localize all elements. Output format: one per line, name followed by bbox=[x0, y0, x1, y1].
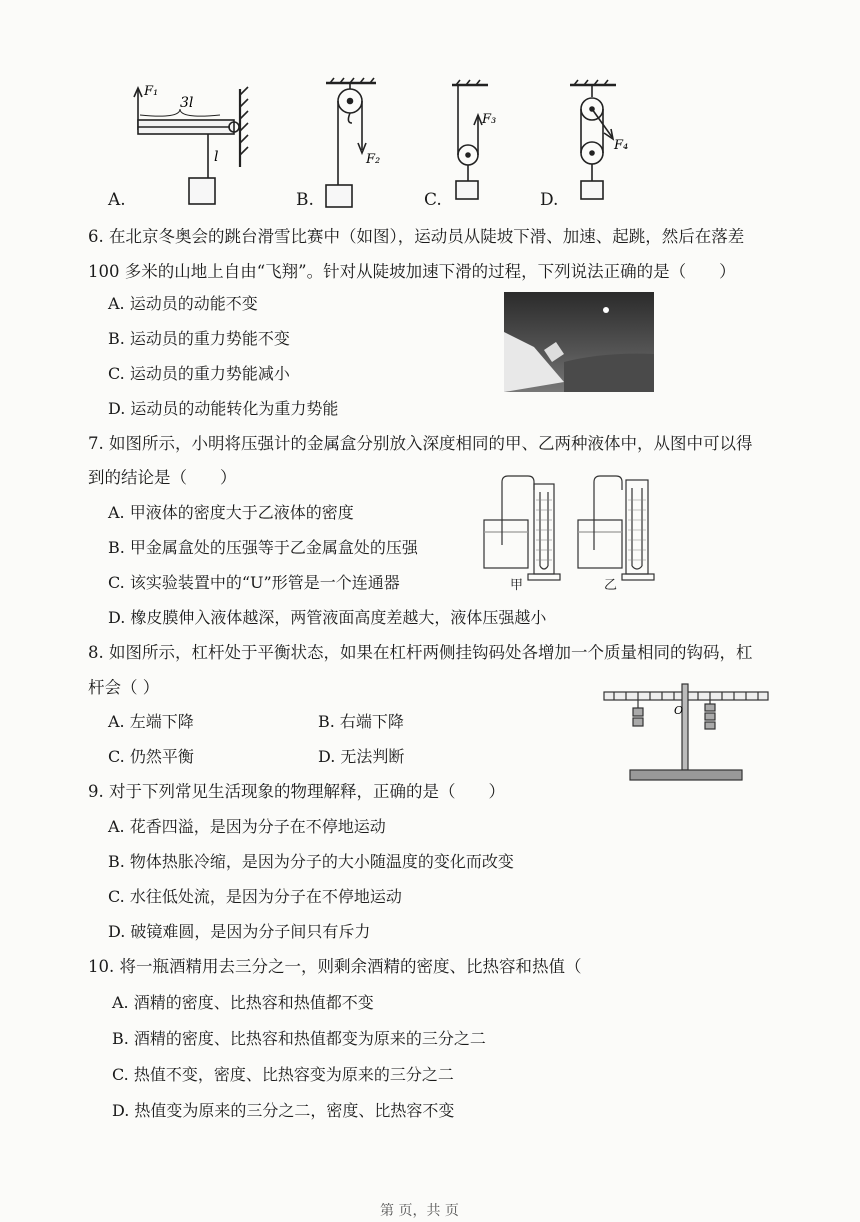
q6-option-b: B. 运动员的重力势能不变 bbox=[108, 329, 290, 348]
q6-option-a: A. 运动员的动能不变 bbox=[108, 294, 258, 313]
q7-stem-line1: 7. 如图所示，小明将压强计的金属盒分别放入深度相同的甲、乙两种液体中，从图中可以得 bbox=[88, 434, 753, 453]
q6-stem-line1: 6. 在北京冬奥会的跳台滑雪比赛中（如图），运动员从陡坡下滑、加速、起跳，然后在落差 bbox=[88, 227, 745, 246]
pressure-gauge-figures bbox=[476, 470, 656, 592]
f3-label: F₃ bbox=[482, 112, 497, 127]
figure-b-pulley bbox=[326, 78, 376, 207]
page-footer: 第 页，共 页 bbox=[380, 1203, 459, 1219]
figure-c-pulley bbox=[452, 80, 488, 199]
q10-option-a: A. 酒精的密度、比热容和热值都不变 bbox=[112, 993, 374, 1012]
q8-option-b: B. 右端下降 bbox=[318, 712, 404, 731]
q9-option-d: D. 破镜难圆，是因为分子间只有斥力 bbox=[108, 922, 371, 941]
q10-option-c: C. 热值不变，密度、比热容变为原来的三分之二 bbox=[112, 1065, 454, 1084]
ski-jump-photo bbox=[504, 292, 654, 392]
q7-option-a: A. 甲液体的密度大于乙液体的密度 bbox=[108, 503, 354, 522]
f1-label: F₁ bbox=[144, 84, 159, 99]
pivot-o-label: O bbox=[674, 704, 684, 717]
q9-option-c: C. 水往低处流，是因为分子在不停地运动 bbox=[108, 887, 402, 906]
figure-label-jia: 甲 bbox=[510, 578, 524, 593]
q6-stem-line2: 100 多米的山地上自由“飞翔”。针对从陡坡加速下滑的过程，下列说法正确的是（ ） bbox=[88, 262, 736, 281]
q5-figures bbox=[100, 75, 660, 210]
q8-stem-line2: 杆会（ ） bbox=[88, 678, 160, 697]
option-b-label: B. bbox=[296, 190, 314, 210]
q10-option-d: D. 热值变为原来的三分之二，密度、比热容不变 bbox=[112, 1101, 455, 1120]
q8-option-c: C. 仍然平衡 bbox=[108, 747, 194, 766]
option-c-label: C. bbox=[424, 190, 442, 210]
q8-stem-line1: 8. 如图所示，杠杆处于平衡状态，如果在杠杆两侧挂钩码处各增加一个质量相同的钩码，杠 bbox=[88, 643, 753, 662]
option-d-label: D. bbox=[540, 190, 559, 210]
q7-option-b: B. 甲金属盒处的压强等于乙金属盒处的压强 bbox=[108, 538, 418, 557]
q10-stem: 10. 将一瓶酒精用去三分之一，则剩余酒精的密度、比热容和热值（ bbox=[88, 957, 582, 976]
q9-stem: 9. 对于下列常见生活现象的物理解释，正确的是（ ） bbox=[88, 782, 505, 801]
option-a-label: A. bbox=[108, 190, 126, 210]
figure-label-yi: 乙 bbox=[604, 578, 618, 593]
len-l-label: l bbox=[214, 149, 219, 165]
f4-label: F₄ bbox=[614, 138, 629, 153]
q6-option-d: D. 运动员的动能转化为重力势能 bbox=[108, 399, 339, 418]
q8-option-a: A. 左端下降 bbox=[108, 712, 194, 731]
q9-option-b: B. 物体热胀冷缩，是因为分子的大小随温度的变化而改变 bbox=[108, 852, 514, 871]
q8-option-d: D. 无法判断 bbox=[318, 747, 405, 766]
len-3l-label: 3l bbox=[180, 95, 194, 111]
q6-option-c: C. 运动员的重力势能减小 bbox=[108, 364, 290, 383]
lever-balance-figure bbox=[600, 680, 772, 784]
q7-option-d: D. 橡皮膜伸入液体越深，两管液面高度差越大，液体压强越小 bbox=[108, 608, 547, 627]
q9-option-a: A. 花香四溢，是因为分子在不停地运动 bbox=[108, 817, 386, 836]
figure-d-pulley-block bbox=[570, 80, 616, 199]
q7-option-c: C. 该实验装置中的“U”形管是一个连通器 bbox=[108, 573, 400, 592]
q7-stem-line2: 到的结论是（ ） bbox=[88, 468, 237, 487]
f2-label: F₂ bbox=[366, 152, 381, 167]
q10-option-b: B. 酒精的密度、比热容和热值都变为原来的三分之二 bbox=[112, 1029, 486, 1048]
